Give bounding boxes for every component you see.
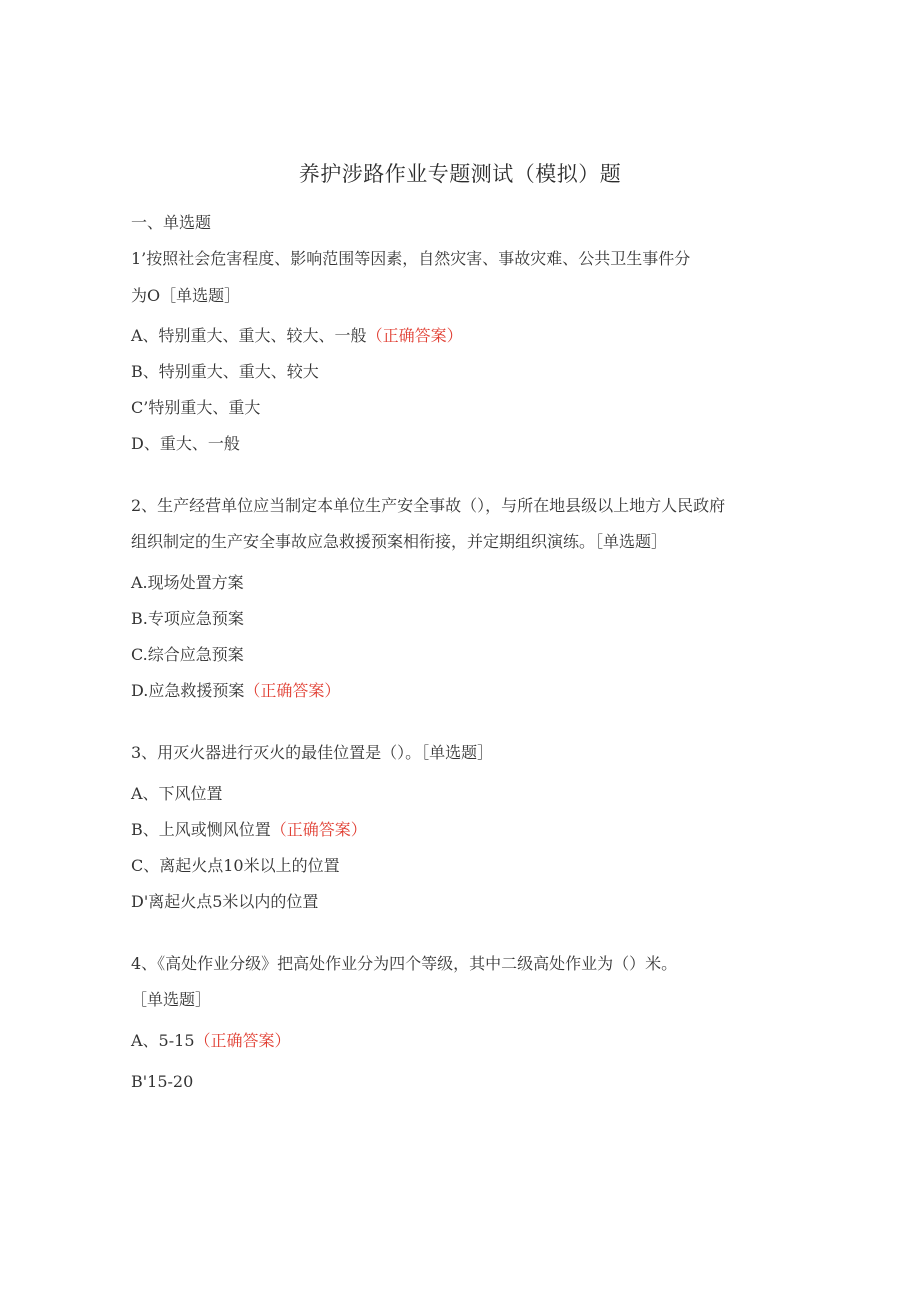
question-2-option-d xyxy=(131,680,340,702)
question-3-option-d: D'离起火点5米以内的位置 xyxy=(131,892,319,911)
question-1-option-d: D、重大、一般 xyxy=(131,434,240,453)
question-4-stem-line-2: ［单选题］ xyxy=(131,990,212,1009)
option-text: D.应急救援预案 xyxy=(131,681,245,700)
question-1-option-c: C’特别重大、重大 xyxy=(131,398,261,417)
correct-answer-tag: （正确答案） xyxy=(194,1031,291,1050)
question-3-stem-line-1: 3、用灭火器进行灭火的最佳位置是（）。［单选题］ xyxy=(131,743,494,762)
option-text: A、5-15 xyxy=(131,1031,195,1050)
question-1-stem-line-2: 为O［单选题］ xyxy=(131,286,241,305)
correct-answer-tag: （正确答案） xyxy=(244,681,341,700)
correct-answer-tag: （正确答案） xyxy=(270,820,367,839)
question-4-option-a xyxy=(131,1030,291,1052)
question-3-option-a: A、下风位置 xyxy=(131,784,223,803)
correct-answer-tag: （正确答案） xyxy=(366,326,463,345)
option-text: A、特别重大、重大、较大、一般 xyxy=(131,326,367,345)
question-3-option-c: C、离起火点10米以上的位置 xyxy=(131,856,340,875)
question-1-stem-line-1: 1’按照社会危害程度、影响范围等因素，自然灾害、事故灾难、公共卫生事件分 xyxy=(131,249,691,268)
question-2-stem-line-2: 组织制定的生产安全事故应急救援预案相衔接，并定期组织演练。［单选题］ xyxy=(131,532,668,551)
question-4-stem-line-1: 4、《高处作业分级》把高处作业分为四个等级，其中二级高处作业为（）米。 xyxy=(131,954,678,973)
option-text: B、上风或恻风位置 xyxy=(131,820,271,839)
question-1-option-b: B、特别重大、重大、较大 xyxy=(131,362,319,381)
question-2-option-b: B.专项应急预案 xyxy=(131,609,244,628)
question-4-option-b: B'15-20 xyxy=(131,1072,194,1091)
question-1-option-a xyxy=(131,325,463,347)
document-title: 养护涉路作业专题测试（模拟）题 xyxy=(298,162,622,186)
question-3-option-b xyxy=(131,819,367,841)
section-heading: 一、单选题 xyxy=(131,213,212,232)
question-2-option-a: A.现场处置方案 xyxy=(131,573,244,592)
question-2-stem-line-1: 2、生产经营单位应当制定本单位生产安全事故（），与所在地县级以上地方人民政府 xyxy=(131,496,726,515)
question-2-option-c: C.综合应急预案 xyxy=(131,645,244,664)
